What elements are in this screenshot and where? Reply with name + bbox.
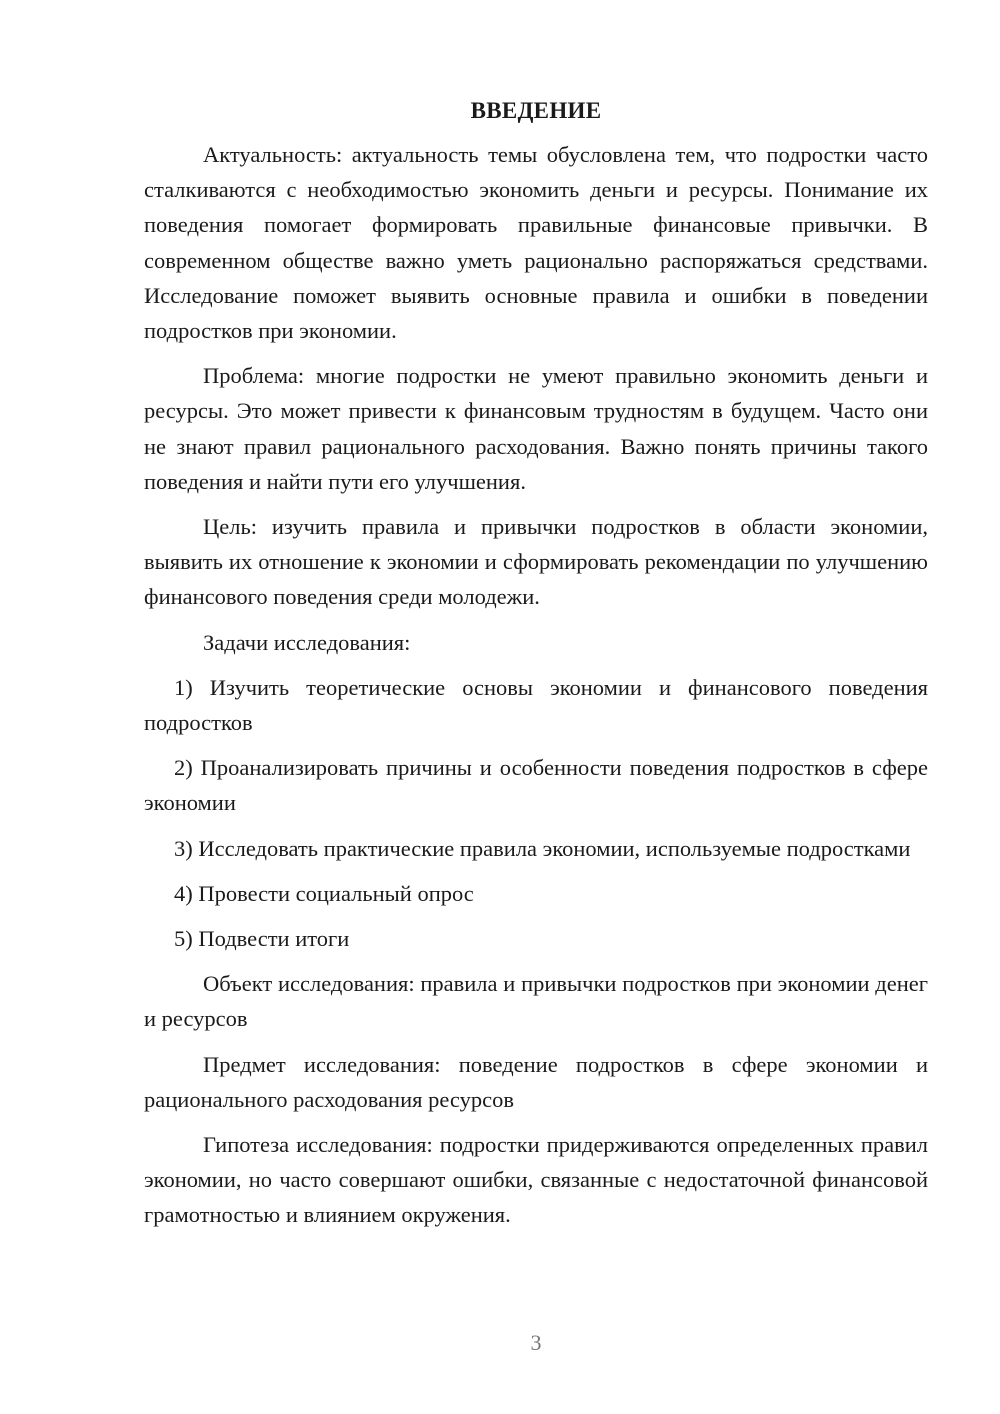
- task-item-2: 2) Проанализировать причины и особенности поведения подростков в сфере экономии: [144, 755, 928, 816]
- document-page: [144, 95, 928, 1243]
- object-paragraph: Объект исследования: правила и привычки подростков при экономии денег и ресурсов: [144, 971, 928, 1032]
- task-item-1: 1) Изучить теоретические основы экономии и финансового поведения подростков: [144, 674, 928, 736]
- task-item-3: 3) Исследовать практические правила экономии, используемые подростками: [174, 835, 911, 861]
- hypothesis-paragraph: Гипотеза исследования: подростки придерживаются определенных правил экономии, но часто совершают ошибки, связанные с недостаточной финансовой грамотностью и влиянием окружения.: [144, 1132, 928, 1228]
- relevance-paragraph: Актуальность: актуальность темы обусловлена тем, что подростки часто сталкиваются с необходимостью экономить деньги и ресурсы. Понимание их поведения помогает формировать правильные финансовые привычки. В современном обществе важно уметь рационально распоряжаться средствами. Исследование поможет выявить основные правила и ошибки в поведении подростков при экономии.: [144, 142, 928, 344]
- goal-paragraph: Цель: изучить правила и привычки подростков в области экономии, выявить их отношение к экономии и сформировать рекомендации по улучшению финансового поведения среди молодежи.: [144, 514, 928, 610]
- subject-paragraph: Предмет исследования: поведение подростков в сфере экономии и рационального расходования ресурсов: [144, 1051, 928, 1112]
- problem-paragraph: Проблема: многие подростки не умеют правильно экономить деньги и ресурсы. Это может привести к финансовым трудностям в будущем. Часто они не знают правил рационального расходования. Важно понять причины такого поведения и найти пути его улучшения.: [144, 363, 928, 494]
- tasks-heading: Задачи исследования:: [203, 629, 411, 655]
- task-item-5: 5) Подвести итоги: [174, 926, 350, 952]
- task-item-4: 4) Провести социальный опрос: [174, 880, 474, 906]
- page-number: 3: [530, 1330, 542, 1355]
- page-title: ВВЕДЕНИЕ: [470, 98, 602, 123]
